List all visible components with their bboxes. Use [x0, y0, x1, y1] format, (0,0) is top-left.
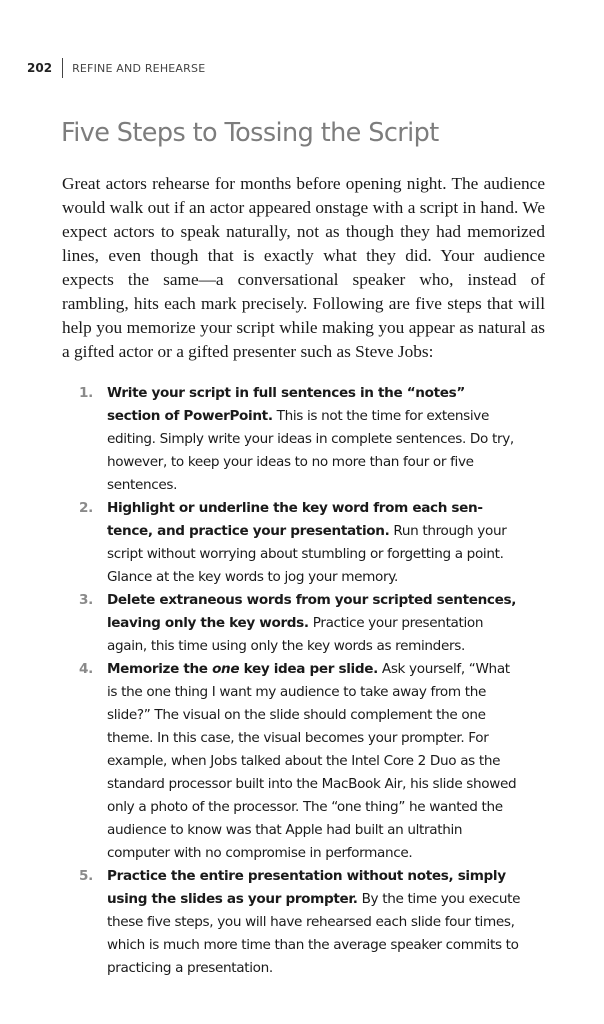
step-number: 2. [79, 500, 93, 516]
step-heading-end: key idea per slide. [239, 661, 378, 677]
step-number: 4. [79, 661, 93, 677]
step-text: Practice your presentation again, this time using only the key words as reminders. [107, 615, 484, 654]
steps-list [0, 382, 522, 980]
step-text: Ask yourself, “What is the one thing I want my audience to take away from the slide?” The visual on the slide should complement the one theme. In this case, the visual becomes your prompter. For example, when Jobs talked about the Intel Core 2 Duo as the standard processor built into the MacBook Air, his slide showed only a photo of the processor. The “one thing” he wanted the audience to know was that Apple had built an ultrathin computer with no compromise in performance. [107, 661, 517, 861]
section-title: REFINE AND REHEARSE [72, 61, 206, 75]
page-title: Five Steps to Tossing the Script [61, 118, 439, 148]
intro-paragraph: Great actors rehearse for months before opening night. The audience would walk out if an actor appeared onstage with a script in hand. We expect actors to speak naturally, not as though they had memorized lines, even though that is exactly what they did. Your audience expects the same—a conversational speaker who, instead of rambling, hits each mark precisely. Following are five steps that will help you memorize your script while making you appear as natural as a gifted actor or a gifted presenter such as Steve Jobs: [62, 174, 545, 361]
list-item [0, 382, 522, 497]
step-heading: Delete extraneous words from your scripted sentences, leaving only the key words. [107, 592, 517, 631]
page-number: 202 [27, 61, 53, 75]
step-text: By the time you execute these five steps, you will have rehearsed each slide four times, which is much more time than the average speaker commits to practicing a presentation. [107, 891, 521, 976]
step-text: This is not the time for extensive editing. Simply write your ideas in complete sentences. Do try, however, to keep your ideas to no more than four or five sentences. [107, 408, 514, 493]
step-heading-emphasis: one [212, 661, 240, 677]
step-heading: Write your script in full sentences in the “notes” section of PowerPoint. [107, 385, 465, 424]
header-divider [62, 58, 63, 78]
step-heading [107, 661, 378, 677]
step-heading-start: Memorize the [107, 661, 213, 677]
step-number: 1. [79, 385, 93, 401]
step-number: 5. [79, 868, 93, 884]
list-item [0, 589, 522, 658]
step-text: Run through your script without worrying about stumbling or forgetting a point. Glance at the key words to jog your memory. [107, 523, 507, 585]
list-item [0, 497, 522, 589]
step-heading: Highlight or underline the key word from each sentence, and practice your presentation. [107, 500, 484, 539]
step-number: 3. [79, 592, 93, 608]
step-heading: Practice the entire presentation without notes, simply using the slides as your prompter. [107, 868, 506, 907]
list-item [0, 865, 522, 980]
list-item [0, 658, 522, 865]
running-header [27, 58, 205, 78]
